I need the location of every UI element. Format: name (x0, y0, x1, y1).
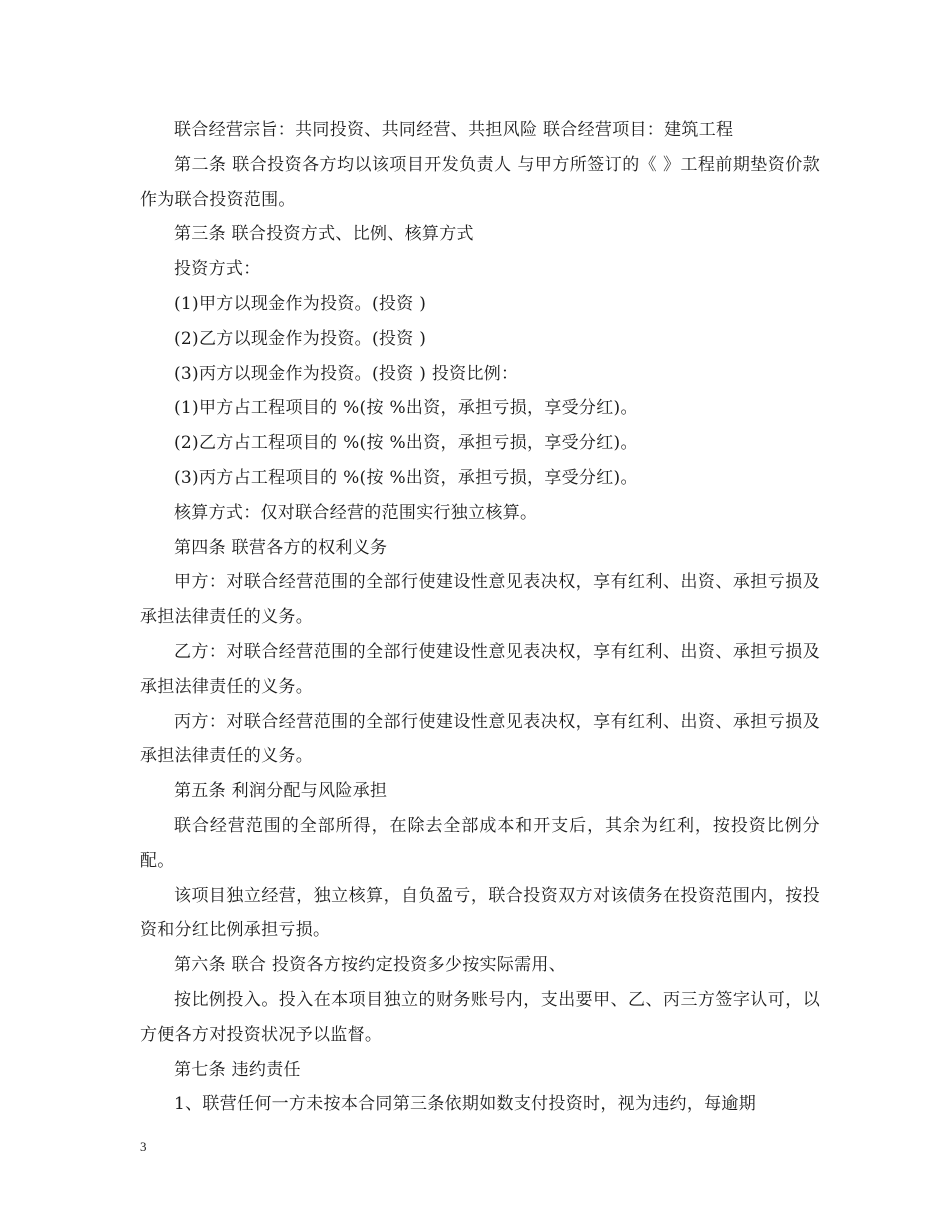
paragraph-article-3-heading: 第三条 联合投资方式、比例、核算方式 (174, 224, 474, 245)
document-body (140, 113, 820, 1122)
page-number: 3 (140, 1139, 147, 1154)
paragraph-investment-party-a: (1)甲方以现金作为投资。(投资 ) (174, 293, 427, 314)
paragraph-investment-method-label: 投资方式： (174, 259, 261, 280)
paragraph-article-2: 第二条 联合投资各方均以该项目开发负责人 与甲方所签订的《 》工程前期垫资价款作为联合投资范围。 (140, 154, 820, 210)
paragraph-ratio-party-b: (2)乙方占工程项目的 %(按 %出资，承担亏损，享受分红)。 (174, 433, 638, 454)
paragraph-article-4-heading: 第四条 联营各方的权利义务 (174, 537, 388, 558)
paragraph-investment-party-c: (3)丙方以现金作为投资。(投资 ) 投资比例： (174, 363, 519, 384)
paragraph-article-7-heading: 第七条 违约责任 (174, 1059, 301, 1080)
paragraph-ratio-party-a: (1)甲方占工程项目的 %(按 %出资，承担亏损，享受分红)。 (174, 398, 638, 419)
paragraph-rights-party-c: 丙方：对联合经营范围的全部行使建设性意见表决权，享有红利、出资、承担亏损及承担法律责任的义务。 (140, 711, 820, 767)
paragraph-article-6: 第六条 联合 投资各方按约定投资多少按实际需用、 (174, 955, 567, 976)
paragraph-independent-operation: 该项目独立经营，独立核算，自负盈亏，联合投资双方对该债务在投资范围内，按投资和分红比例承担亏损。 (140, 885, 820, 941)
paragraph-purpose: 联合经营宗旨：共同投资、共同经营、共担风险 联合经营项目：建筑工程 (174, 120, 734, 140)
paragraph-rights-party-b: 乙方：对联合经营范围的全部行使建设性意见表决权，享有红利、出资、承担亏损及承担法律责任的义务。 (140, 641, 820, 697)
paragraph-rights-party-a: 甲方：对联合经营范围的全部行使建设性意见表决权，享有红利、出资、承担亏损及承担法律责任的义务。 (140, 572, 820, 628)
paragraph-breach-clause-1: 1、联营任何一方未按本合同第三条依期如数支付投资时，视为违约，每逾期 (174, 1094, 757, 1115)
paragraph-accounting-method: 核算方式：仅对联合经营的范围实行独立核算。 (174, 502, 538, 523)
paragraph-profit-distribution: 联合经营范围的全部所得，在除去全部成本和开支后，其余为红利，按投资比例分配。 (140, 815, 820, 871)
paragraph-article-5-heading: 第五条 利润分配与风险承担 (174, 781, 388, 802)
paragraph-investment-party-b: (2)乙方以现金作为投资。(投资 ) (174, 328, 427, 349)
paragraph-ratio-party-c: (3)丙方占工程项目的 %(按 %出资，承担亏损，享受分红)。 (174, 467, 638, 488)
paragraph-proportional-input: 按比例投入。投入在本项目独立的财务账号内，支出要甲、乙、丙三方签字认可，以方便各方对投资状况予以监督。 (140, 989, 820, 1045)
